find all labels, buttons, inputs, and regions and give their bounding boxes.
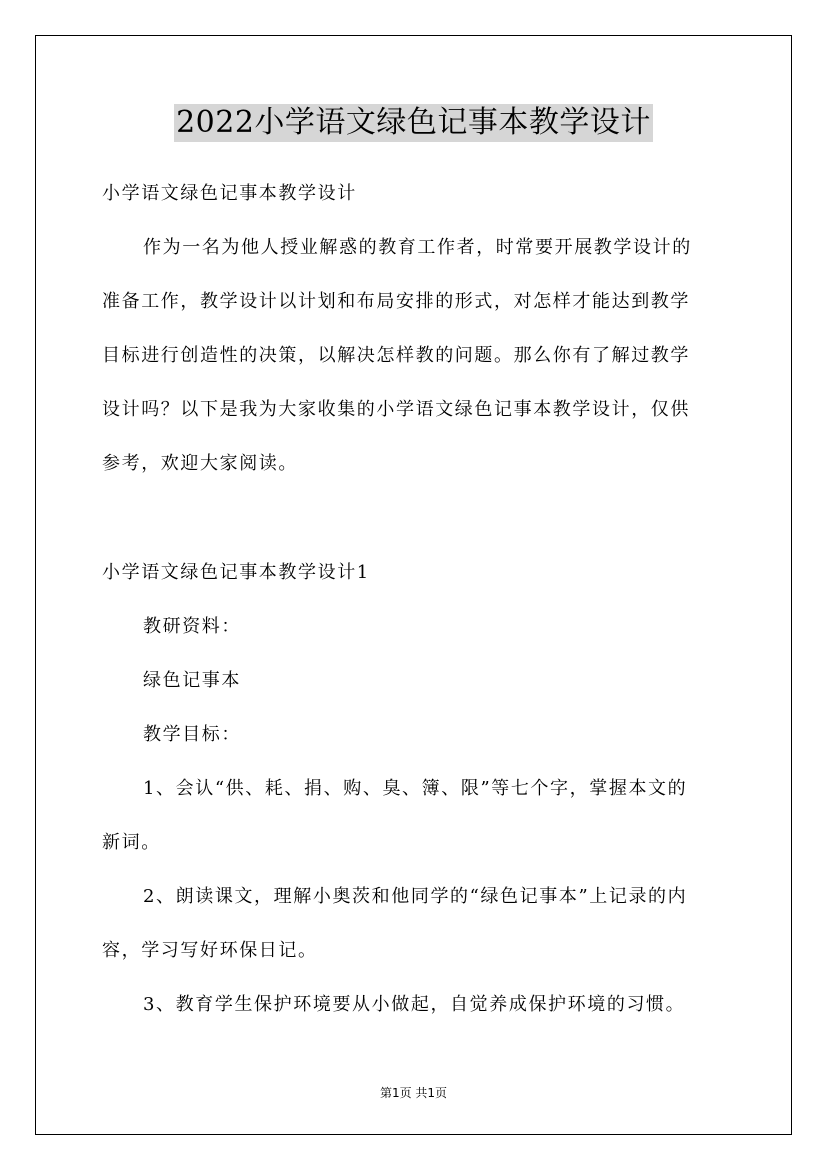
intro-line: 作为一名为他人授业解惑的教育工作者，时常要开展教学设计的	[143, 237, 692, 258]
page-footer: 第1页 共1页	[379, 1086, 448, 1100]
material-name: 绿色记事本	[143, 670, 241, 691]
intro-line: 设计吗？以下是我为大家收集的小学语文绿色记事本教学设计，仅供	[102, 399, 690, 420]
subtitle: 小学语文绿色记事本教学设计	[102, 183, 357, 204]
material-label: 教研资料：	[143, 616, 241, 637]
intro-line: 目标进行创造性的决策，以解决怎样教的问题。那么你有了解过教学	[102, 345, 690, 366]
intro-line: 参考，欢迎大家阅读。	[102, 453, 298, 474]
document-title-text: 2022小学语文绿色记事本教学设计	[176, 105, 651, 140]
goal-2-line: 2、朗读课文，理解小奥茨和他同学的“绿色记事本”上记录的内	[143, 886, 688, 907]
goal-2-line: 容，学习写好环保日记。	[102, 940, 318, 961]
goal-1-line: 新词。	[102, 832, 161, 853]
goal-3-line: 3、教育学生保护环境要从小做起，自觉养成保护环境的习惯。	[143, 994, 686, 1015]
goals-label: 教学目标：	[143, 724, 241, 745]
document-title	[0, 104, 827, 142]
intro-line: 准备工作，教学设计以计划和布局安排的形式，对怎样才能达到教学	[102, 291, 690, 312]
section-heading: 小学语文绿色记事本教学设计1	[102, 562, 370, 583]
goal-1-line: 1、会认“供、耗、捐、购、臭、簿、限”等七个字，掌握本文的	[143, 778, 688, 799]
